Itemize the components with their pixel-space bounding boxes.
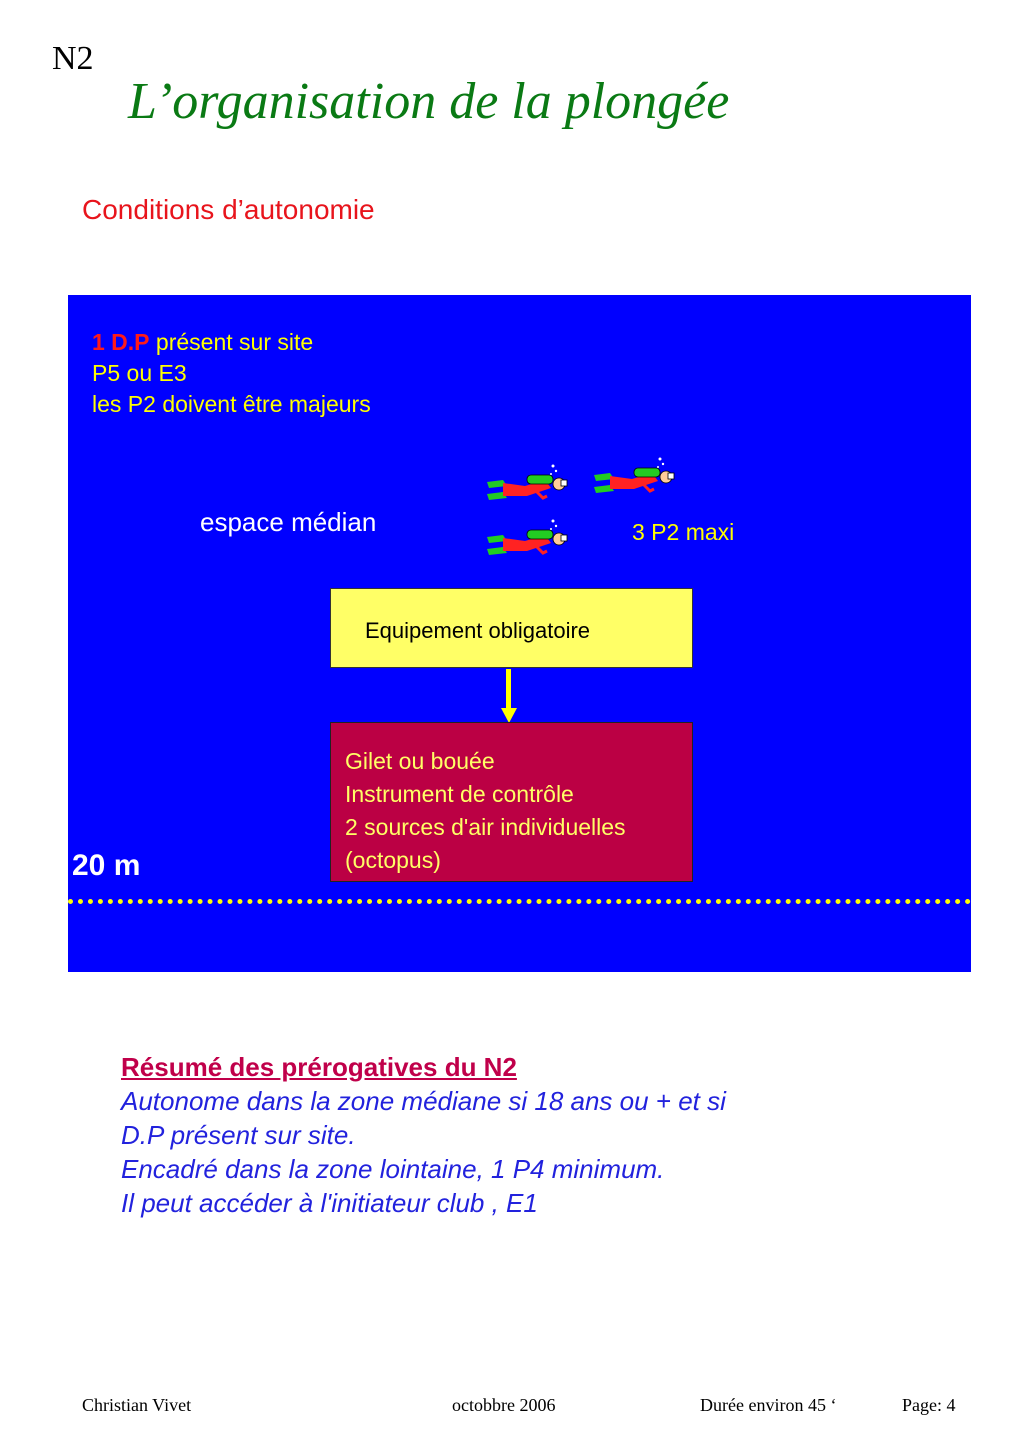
gear-list-box [330, 722, 693, 882]
arrow-line [506, 669, 511, 711]
footer-date: octobbre 2006 [452, 1395, 556, 1415]
site-info-line-2: P5 ou E3 [92, 360, 187, 386]
gear-item: (octopus) [345, 847, 441, 873]
dive-diagram [68, 295, 971, 972]
level-label: N2 [52, 40, 94, 77]
equipment-box [330, 588, 693, 668]
summary-line: Autonome dans la zone médiane si 18 ans ou + et si [121, 1086, 726, 1116]
gear-list [345, 745, 626, 877]
equipment-box-label: Equipement obligatoire [365, 618, 591, 643]
page-subtitle: Conditions d’autonomie [82, 194, 375, 225]
site-info-line-3: les P2 doivent être majeurs [92, 391, 371, 417]
zone-label: espace médian [200, 507, 377, 537]
dp-label: 1 D.P [92, 329, 150, 355]
depth-label: 20 m [72, 849, 141, 882]
page-title: L’organisation de la plongée [128, 73, 730, 130]
divers-limit-label: 3 P2 maxi [632, 519, 735, 545]
diver-icon [485, 517, 577, 559]
summary [121, 1050, 881, 1220]
diver-icon [485, 462, 577, 504]
footer-duration: Durée environ 45 ‘ [700, 1395, 837, 1415]
depth-line [68, 899, 971, 904]
site-info [92, 327, 371, 420]
gear-item: 2 sources d'air individuelles [345, 814, 626, 840]
arrow-down-icon [501, 708, 517, 723]
footer-author: Christian Vivet [82, 1395, 192, 1415]
summary-line: Il peut accéder à l'initiateur club , E1 [121, 1188, 538, 1218]
summary-heading: Résumé des prérogatives du N2 [121, 1052, 517, 1082]
footer-page: Page: 4 [902, 1395, 956, 1415]
summary-line: D.P présent sur site. [121, 1120, 356, 1150]
summary-line: Encadré dans la zone lointaine, 1 P4 minimum. [121, 1154, 665, 1184]
gear-item: Instrument de contrôle [345, 781, 574, 807]
site-info-line-1 [92, 327, 371, 358]
diver-icon [592, 455, 684, 497]
gear-item: Gilet ou bouée [345, 748, 495, 774]
dp-rest: présent sur site [149, 329, 314, 355]
